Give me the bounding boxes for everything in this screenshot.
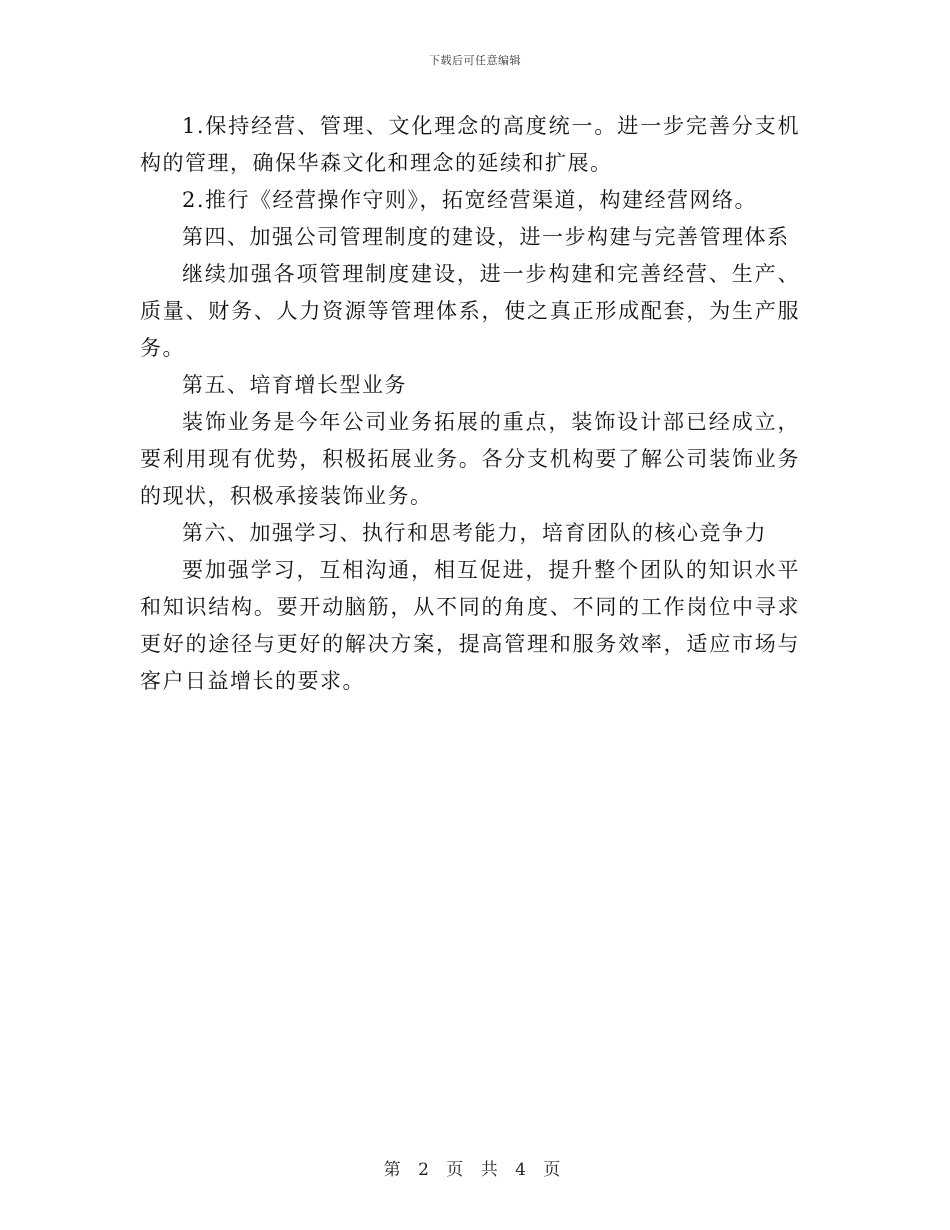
section-heading-6: 第六、加强学习、执行和思考能力，培育团队的核心竞争力	[182, 521, 767, 545]
paragraph-section-6: 要加强学习，互相沟通，相互促进，提升整个团队的知识水平和知识结构。要开动脑筋，从不同的角度、不同的工作岗位中寻求更好的途径与更好的解决方案，提高管理和服务效率，适应市场与客户日益增长的要求。	[140, 558, 800, 693]
page-header: 下载后可任意编辑	[429, 54, 521, 67]
paragraph-section-5: 装饰业务是今年公司业务拓展的重点，装饰设计部已经成立，要利用现有优势，积极拓展业务。各分支机构要了解公司装饰业务的现状，积极承接装饰业务。	[140, 410, 800, 508]
paragraph-section-4: 继续加强各项管理制度建设，进一步构建和完善经营、生产、质量、财务、人力资源等管理体系，使之真正形成配套，为生产服务。	[140, 262, 800, 360]
paragraph-item-2: 2.推行《经营操作守则》，拓宽经营渠道，构建经营网络。	[182, 188, 758, 212]
document-body	[140, 108, 800, 700]
page-number-footer: 第 2 页 共 4 页	[383, 1160, 567, 1180]
section-heading-5: 第五、培育增长型业务	[182, 373, 407, 397]
paragraph-item-1: 1.保持经营、管理、文化理念的高度统一。进一步完善分支机构的管理，确保华森文化和理念的延续和扩展。	[140, 114, 800, 175]
section-heading-4: 第四、加强公司管理制度的建设，进一步构建与完善管理体系	[182, 225, 790, 249]
